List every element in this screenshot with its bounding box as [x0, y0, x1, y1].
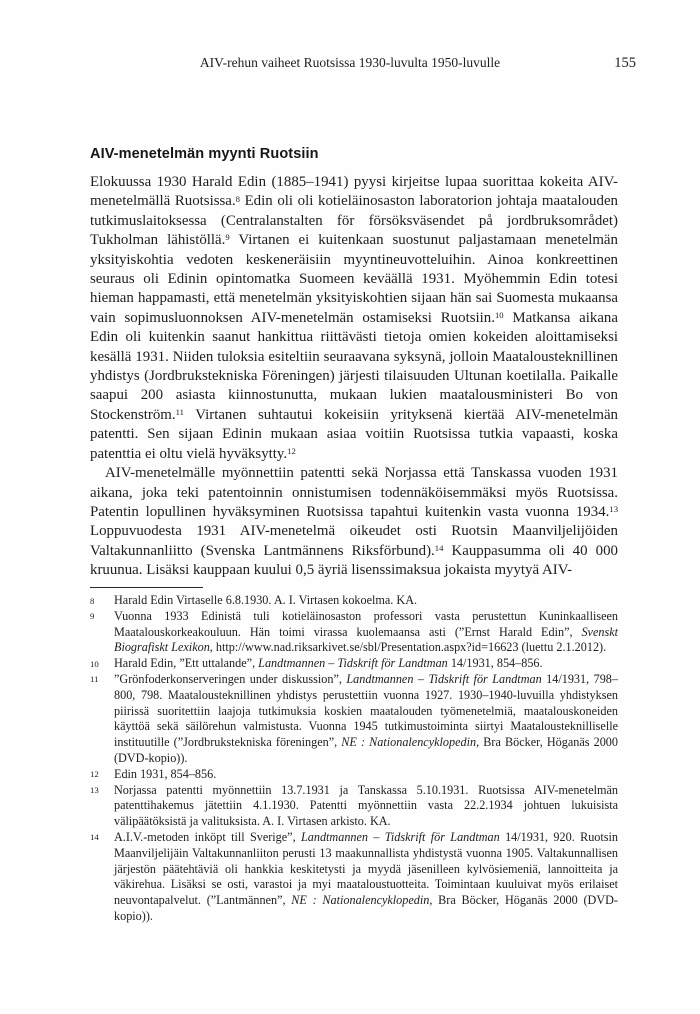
- text-run: Virtanen ei kuitenkaan suostunut paljastamaan menetelmän yksityiskohtia vedoten keskeneräisiin myyntineuvotteluihin. Ainoa konkreettinen seuraus oli Edinin opintomatka Suomeen keväällä 1931. Myöhemmin Edin totesi hieman happamasti, että menetelmän yksityiskohtien sijaan hän sai Suomesta mukaansa vain sopimusluonnoksen AIV-menetelmän ostamiseksi Ruotsiin.: [90, 232, 618, 326]
- text-run: A.I.V.-metoden inköpt till Sverige”,: [114, 829, 301, 844]
- text-run: Vuonna 1933 Edinistä tuli kotieläinosaston professori vasta perustettun Kuninkaalliseen Maatalouskorkeakouluun. Hän toimi virassa kuolemaansa asti (”Ernst Harald Edin”,: [114, 608, 618, 639]
- running-header-title: AIV-rehun vaiheet Ruotsissa 1930-luvulta 1950-luvulle: [199, 55, 501, 70]
- text-run: , Bra Böcker, Höganäs 2000 (DVD-kopio)).: [114, 893, 618, 923]
- text-run: 14/1931, 854–856.: [447, 656, 543, 671]
- footnote-text: [114, 767, 216, 781]
- running-header: [0, 54, 700, 72]
- text-run: , http://www.nad.riksarkivet.se/sbl/Presentation.aspx?id=16623 (luettu 2.1.2012).: [209, 640, 607, 655]
- footnote-item: [90, 767, 618, 783]
- footnote-item: [90, 830, 618, 925]
- footnote-item: [90, 672, 618, 767]
- text-run: Edin oli oli kotieläinosaston laboratorion johtaja maatalouden tutkimuslaitoksessa (Centralanstalten för försöksväsendet på jordbruksområdet) Tukholman lähistöllä.: [90, 193, 618, 249]
- body-paragraph: [90, 173, 618, 464]
- italic-text: NE : Nationalencyklopedin: [291, 893, 430, 908]
- footnote-reference: 10: [494, 309, 504, 320]
- footnote-text: [114, 783, 618, 829]
- text-run: Kauppasumma oli 40 000 kruunua. Lisäksi kauppaan kuului 0,5 äyriä lisenssimaksua jokaista myytyä AIV-: [90, 542, 618, 579]
- footnote-reference: 12: [287, 445, 296, 456]
- footnote-number: 12: [90, 769, 99, 780]
- footnote-number: 14: [90, 832, 99, 843]
- section-heading: AIV-menetelmän myynti Ruotsiin: [90, 145, 319, 162]
- text-run: Loppuvuodesta 1931 AIV-menetelmä oikeudet osti Ruotsin Maanviljelijöiden Valtakunnanliitto (Svenska Lantmännens Riksförbund).: [90, 523, 618, 559]
- footnote-number: 10: [90, 658, 99, 669]
- footnote-number: 8: [90, 595, 95, 606]
- footnote-reference: 9: [225, 232, 230, 243]
- footnote-number: 11: [90, 674, 99, 685]
- footnote-reference: 11: [175, 407, 184, 417]
- text-run: ”Grönfoderkonserveringen under diskussion”,: [114, 671, 347, 686]
- footnote-reference: 13: [609, 504, 618, 515]
- text-run: Virtanen suhtautui kokeisiin yrityksenä kiertää AIV-menetelmän patentti. Sen sijaan Edinin mukaan asiaa voitiin Ruotsissa tutkia vapaasti, koska patenttia ei oltu vielä hyväksytty.: [90, 406, 618, 462]
- footnote-reference: 14: [434, 542, 444, 553]
- footnote-item: [90, 656, 618, 672]
- footnote-text: [114, 609, 618, 655]
- footnote-reference: 8: [235, 193, 240, 204]
- italic-text: NE : Nationalencyklopedin: [341, 735, 477, 750]
- footnote-number: 13: [90, 785, 99, 796]
- footnote-text: [114, 672, 618, 765]
- footnote-item: [90, 609, 618, 656]
- footnotes: [90, 593, 618, 925]
- text-run: Edin 1931, 854–856.: [114, 766, 217, 781]
- footnote-item: [90, 593, 618, 609]
- footnote-item: [90, 783, 618, 830]
- text-run: Elokuussa 1930 Harald Edin (1885–1941) pyysi kirjeitse lupaa suorittaa kokeita AIV-menetelmällä Ruotsissa.: [90, 174, 618, 210]
- text-run: 14/1931, 798–800, 798. Maatalousteknillinen yhdistys perustettiin vuonna 1927. 1930–1940-luvuilla yhdistyksen piirissä suoritettiin laajoja tutkimuksia koskien maatalouden työmenetelmiä, maatalouskoneiden käyttöä sekä säilörehun valmistusta. Vuonna 1945 tutkimustoiminta siirtyi Maatalousteknilliselle instituutille (”Jordbrukstekniska föreningen”,: [114, 671, 618, 750]
- text-run: AIV-menetelmälle myönnettiin patentti sekä Norjassa että Tanskassa vuoden 1931 aikana, joka teki patentoinnin onnistumisen todennäköisemmäksi myös Ruotsissa. Patentin lopullinen hyväksyminen Ruotsissa tapahtui kuitenkin vasta vuonna 1934.: [90, 465, 618, 520]
- text-run: Harald Edin Virtaselle 6.8.1930. A. I. Virtasen kokoelma. KA.: [114, 593, 418, 607]
- footnote-separator: [90, 587, 203, 588]
- text-run: Norjassa patentti myönnettiin 13.7.1931 ja Tanskassa 5.10.1931. Ruotsissa AIV-menetelmän patenttihakemus jätettiin 4.1.1930. Patentti myönnettiin vasta 22.2.1934 johtuen lukuisista välipäätöksistä ja valituksista. A. I. Virtasen arkisto. KA.: [114, 782, 618, 829]
- italic-text: Svenskt Biografiskt Lexikon: [114, 624, 618, 655]
- text-run: 14/1931, 920. Ruotsin Maanviljelijäin Valtakunnanliiton perusti 13 maakunnallista yhdistystä vuonna 1905. Valtakunnallisen järjestön päätehtäviä oli hankkia keskitetysti ja myydä jäsenilleen kylvösiemeniä, lannoitteita ja väkirehua. Lisäksi se osti, varastoi ja myi maataloustuotteita. Toimintaan kuuluivat myös erilaiset neuvontapalvelut. (”Lantmännen”,: [114, 829, 619, 908]
- text-run: Matkansa aikana Edin oli kuitenkin saanut hankittua riittävästi tietoja omien kokeiden aloittamiseksi kesällä 1931. Niiden tuloksia esiteltiin seuraavana syksynä, jolloin Maatalousteknillinen yhdistys (Jordbrukstekniska Föreningen) järjesti tilaisuuden Ultunan koetilalla. Paikalle saapui 200 asiasta kiinnostunutta, mukaan lukien maatalousministeri Bo von Stockenström.: [90, 309, 618, 423]
- text-run: , Bra Böcker, Höganäs 2000 (DVD-kopio)).: [114, 735, 618, 765]
- italic-text: Landtmannen – Tidskrift för Landtman: [300, 829, 500, 844]
- footnote-number: 9: [90, 611, 95, 622]
- body-text: [90, 173, 618, 581]
- footnote-text: [114, 656, 543, 670]
- text-run: Harald Edin, ”Ett uttalande”,: [114, 656, 259, 671]
- italic-text: Landtmannen – Tidskrift för Landtman: [258, 656, 448, 671]
- page-number: 155: [614, 55, 636, 71]
- italic-text: Landtmannen – Tidskrift för Landtman: [346, 671, 542, 686]
- body-paragraph: [90, 464, 618, 580]
- footnote-text: [114, 593, 417, 607]
- footnote-text: [114, 830, 618, 923]
